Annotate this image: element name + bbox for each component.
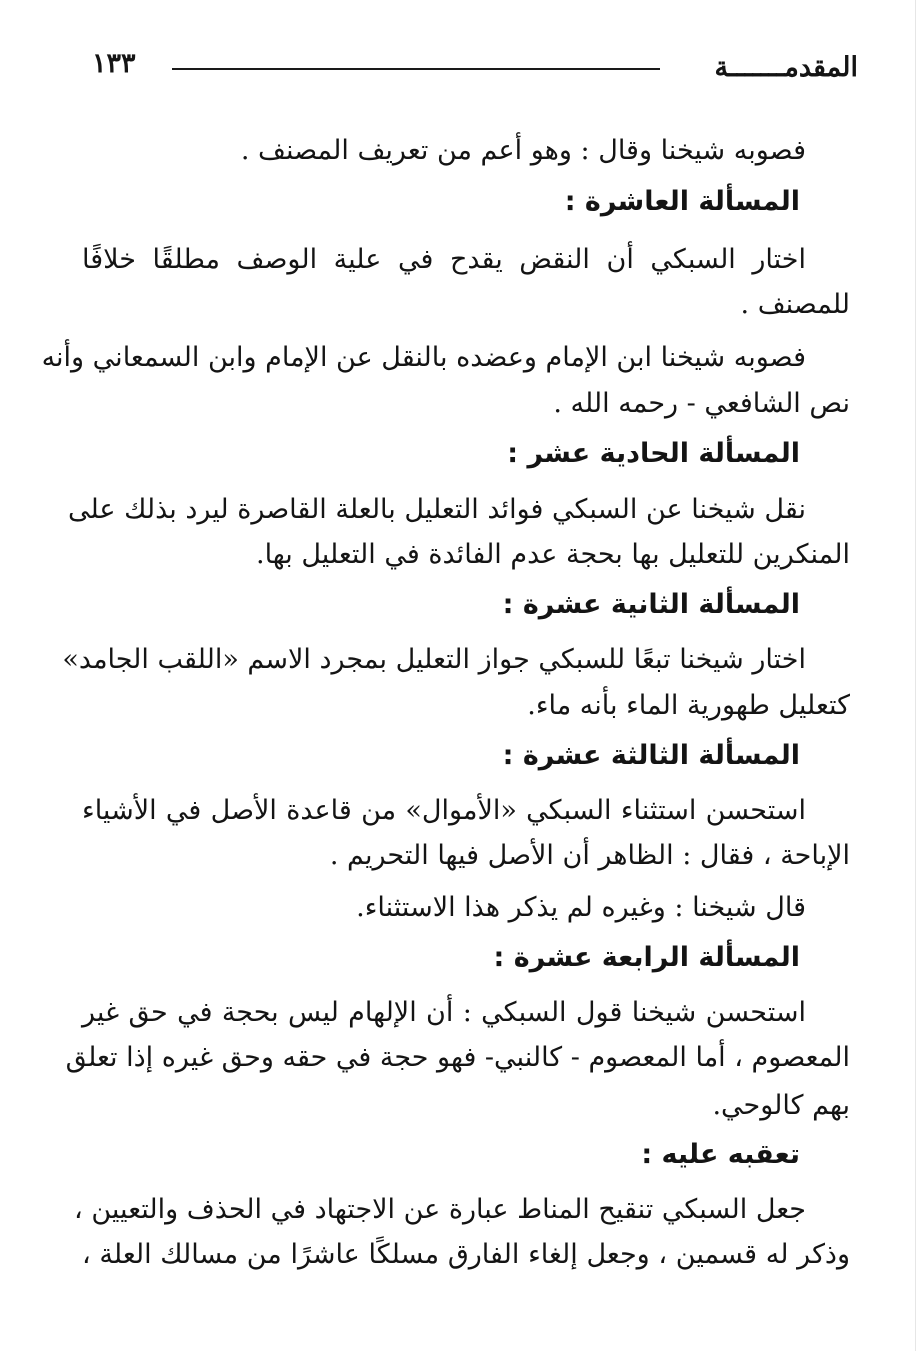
section-heading: المسألة الرابعة عشرة :: [493, 942, 800, 973]
page-number: ١٣٣: [92, 48, 136, 79]
text-line: الإباحة ، فقال : الظاهر أن الأصل فيها التحريم .: [329, 840, 850, 871]
text-line: فصوبه شيخنا وقال : وهو أعم من تعريف المصنف .: [240, 135, 806, 166]
section-heading: المسألة الثالثة عشرة :: [502, 740, 800, 771]
page-edge-line: [915, 0, 916, 1351]
section-heading: تعقبه عليه :: [641, 1139, 800, 1170]
text-line: نقل شيخنا عن السبكي فوائد التعليل بالعلة القاصرة ليرد بذلك على: [67, 494, 806, 525]
text-line: فصوبه شيخنا ابن الإمام وعضده بالنقل عن الإمام وابن السمعاني وأنه: [41, 342, 806, 373]
text-line: نص الشافعي - رحمه الله .: [553, 388, 850, 419]
text-line: بهم كالوحي.: [712, 1090, 850, 1121]
section-heading: المسألة الحادية عشر :: [507, 438, 800, 469]
text-line: اختار السبكي أن النقض يقدح في علية الوصف مطلقًا خلافًا: [82, 244, 806, 275]
text-line: المعصوم ، أما المعصوم - كالنبي- فهو حجة في حقه وحق غيره إذا تعلق: [65, 1042, 850, 1073]
text-line: المنكرين للتعليل بها بحجة عدم الفائدة في التعليل بها.: [256, 539, 850, 570]
text-line: جعل السبكي تنقيح المناط عبارة عن الاجتهاد في الحذف والتعيين ،: [74, 1194, 806, 1225]
section-heading: المسألة الثانية عشرة :: [502, 589, 800, 620]
header-rule: [172, 68, 660, 70]
chapter-title: المقدمـــــــة: [714, 52, 858, 83]
text-line: وذكر له قسمين ، وجعل إلغاء الفارق مسلكًا عاشرًا من مسالك العلة ،: [82, 1239, 850, 1270]
section-heading: المسألة العاشرة :: [564, 186, 800, 217]
text-line: كتعليل طهورية الماء بأنه ماء.: [527, 690, 850, 721]
text-line: استحسن شيخنا قول السبكي : أن الإلهام ليس بحجة في حق غير: [82, 997, 806, 1028]
text-line: استحسن استثناء السبكي «الأموال» من قاعدة الأصل في الأشياء: [82, 795, 806, 826]
text-line: للمصنف .: [740, 289, 850, 320]
text-line: اختار شيخنا تبعًا للسبكي جواز التعليل بمجرد الاسم «اللقب الجامد»: [62, 644, 806, 675]
text-line: قال شيخنا : وغيره لم يذكر هذا الاستثناء.: [356, 892, 806, 923]
